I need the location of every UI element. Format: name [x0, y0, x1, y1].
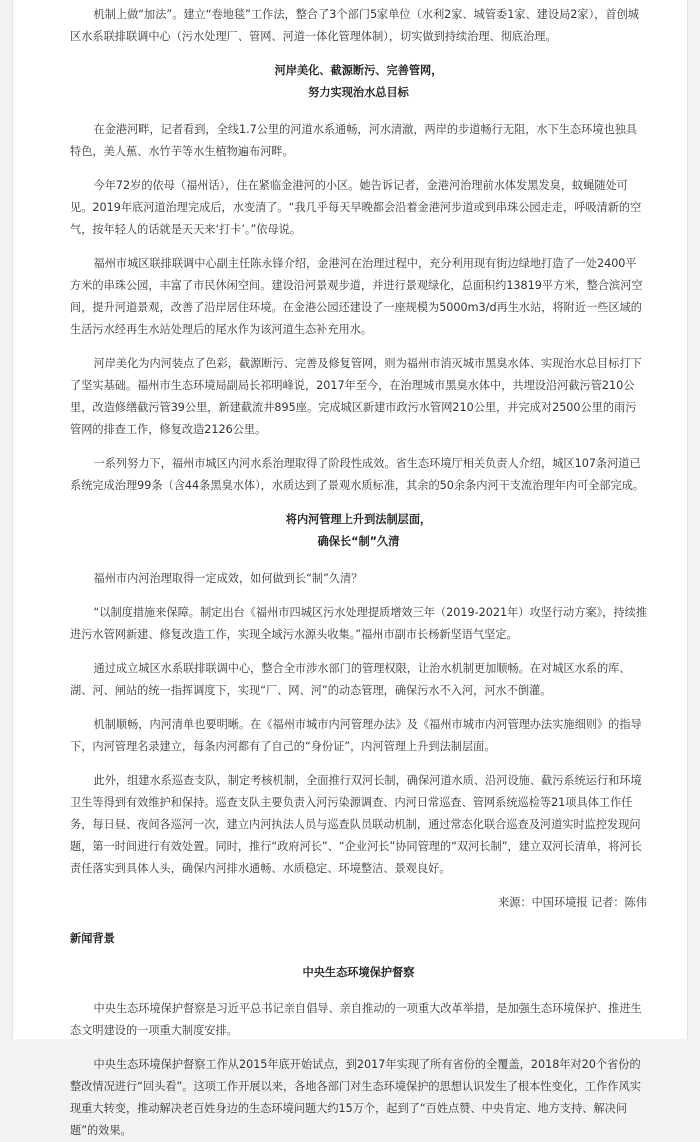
- paragraph-joint-dispatch: 通过成立城区水系联排联调中心，整合全市涉水部门的管理权限，让治水机制更加顺畅。在对城区水系的库、湖、河、闸站的统一指挥调度下，实现“厂、网、河”的动态管理，确保污水不入河，河水不倒灌。: [70, 662, 631, 697]
- paragraph-question: 福州市内河治理取得一定成效，如何做到长“制”久清？: [93, 572, 363, 585]
- paragraph-vice-mayor-quote: “以制度措施来保障。制定出台《福州市四城区污水处理提质增效三年（2019-2021年）攻坚行动方案》，持续推进污水管网新建、修复改造工作，实现全域污水源头收集。”福州市副市长杨新坚语气坚定。: [70, 606, 647, 641]
- paragraph-results: 一系列努力下，福州市城区内河水系治理取得了阶段性成效。省生态环境厅相关负责人介绍，城区107条河道已系统完成治理99条（含44条黑臭水体），水质达到了景观水质标准，其余的50余条内河干支流治理年内可全部完成。: [70, 457, 645, 492]
- news-background-title: 中央生态环境保护督察: [302, 966, 415, 979]
- paragraph-jingang-river: 在金港河畔，记者看到，全线1.7公里的河道水系通畅，河水清澈，两岸的步道畅行无阻，水下生态环境也独具特色，美人蕉、水竹芋等水生植物遍布河畔。: [70, 123, 638, 158]
- section-heading-2: [70, 509, 647, 553]
- intro-paragraph: 机制上做“加法”。建立“卷地毯”工作法，整合了3个部门5家单位（水利2家、城管委1家、建设局2家），首创城区水系联排联调中心（污水处理厂、管网、河道一体化管理体制），切实做到持续治理、彻底治理。: [70, 8, 639, 43]
- paragraph-river-regulations: 机制顺畅，内河清单也要明晰。在《福州市城市内河管理办法》及《福州市城市内河管理办法实施细则》的指导下，内河管理名录建立，每条内河都有了自己的“身份证”，内河管理上升到法制层面。: [70, 718, 642, 753]
- news-background-label: 新闻背景: [70, 932, 115, 945]
- article-page: [12, 0, 688, 1137]
- paragraph-inspection-team: 此外，组建水系巡查支队，制定考核机制，全面推行双河长制，确保河道水质、沿河设施、截污系统运行和环境卫生等得到有效维护和保持。巡查支队主要负责入河污染源调查、内河日常巡查、管网系统巡检等21项具体工作任务，每日昼、夜间各巡河一次，建立内河执法人员与巡查队员联动机制，通过常态化联合巡查及河道实时监控发现问题，第一时间进行有效处置。同时，推行“政府河长”、“企业河长”协同管理的“双河长制”，建立双河长清单，将河长责任落实到具体人头，确保内河排水通畅、水质稳定、环境整洁、景观良好。: [70, 774, 642, 875]
- section-heading-1-line-1: 河岸美化、截源断污、完善管网，: [274, 64, 443, 77]
- section-heading-2-line-1: 将内河管理上升到法制层面，: [285, 513, 432, 526]
- section-heading-1-line-2: 努力实现治水总目标: [308, 86, 409, 99]
- background-paragraph-1: 中央生态环境保护督察是习近平总书记亲自倡导、亲自推动的一项重大改革举措，是加强生态环境保护、推进生态文明建设的一项重大制度安排。: [70, 1002, 642, 1037]
- paragraph-center-director: 福州市城区联排联调中心副主任陈永锋介绍，金港河在治理过程中，充分利用现有街边绿地打造了一处2400平方米的串珠公园，丰富了市民休闲空间。建设沿河景观步道，并进行景观绿化，总面积约13819平方米，整合滨河空间，提升河道景观，改善了沿岸居住环境。在金港公园还建设了一座规模为5000m3/d再生水站，将附近一些区域的生活污水经再生水站处理后的尾水作为该河道生态补充用水。: [70, 257, 643, 336]
- section-heading-2-line-2: 确保长“制”久清: [317, 535, 400, 548]
- section-heading-1: [70, 60, 647, 104]
- paragraph-resident-quote: 今年72岁的依母（福州话），住在紧临金港河的小区。她告诉记者，金港河治理前水体发黑发臭，蚊蝇随处可见。2019年底河道治理完成后，水变清了。“我几乎每天早晚都会沿着金港河步道或到串珠公园走走，呼吸清新的空气，按年轻人的话就是天天来‘打卡’。”依母说。: [70, 179, 642, 236]
- article-source: 来源：中国环境报 记者：陈伟: [498, 896, 647, 909]
- background-paragraph-2: 中央生态环境保护督察工作从2015年底开始试点，到2017年实现了所有省份的全覆盖，2018年对20个省份的整改情况进行“回头看”。这项工作开展以来，各地各部门对生态环境保护的思想认识发生了根本性变化，工作作风实现重大转变，推动解决老百姓身边的生态环境问题大约15万个，起到了“百姓点赞、中央肯定、地方支持、解决问题”的效果。: [70, 1058, 641, 1137]
- paragraph-pipe-network: 河岸美化为内河装点了色彩，截源断污、完善及修复管网，则为福州市消灭城市黑臭水体、实现治水总目标打下了坚实基础。福州市生态环境局副局长祁明峰说，2017年至今，在治理城市黑臭水体中，共埋设沿河截污管210公里，改造修缮截污管39公里，新建截流井895座。完成城区新建市政污水管网210公里，并完成对2500公里的雨污管网的排查工作，修复改造2126公里。: [70, 357, 642, 436]
